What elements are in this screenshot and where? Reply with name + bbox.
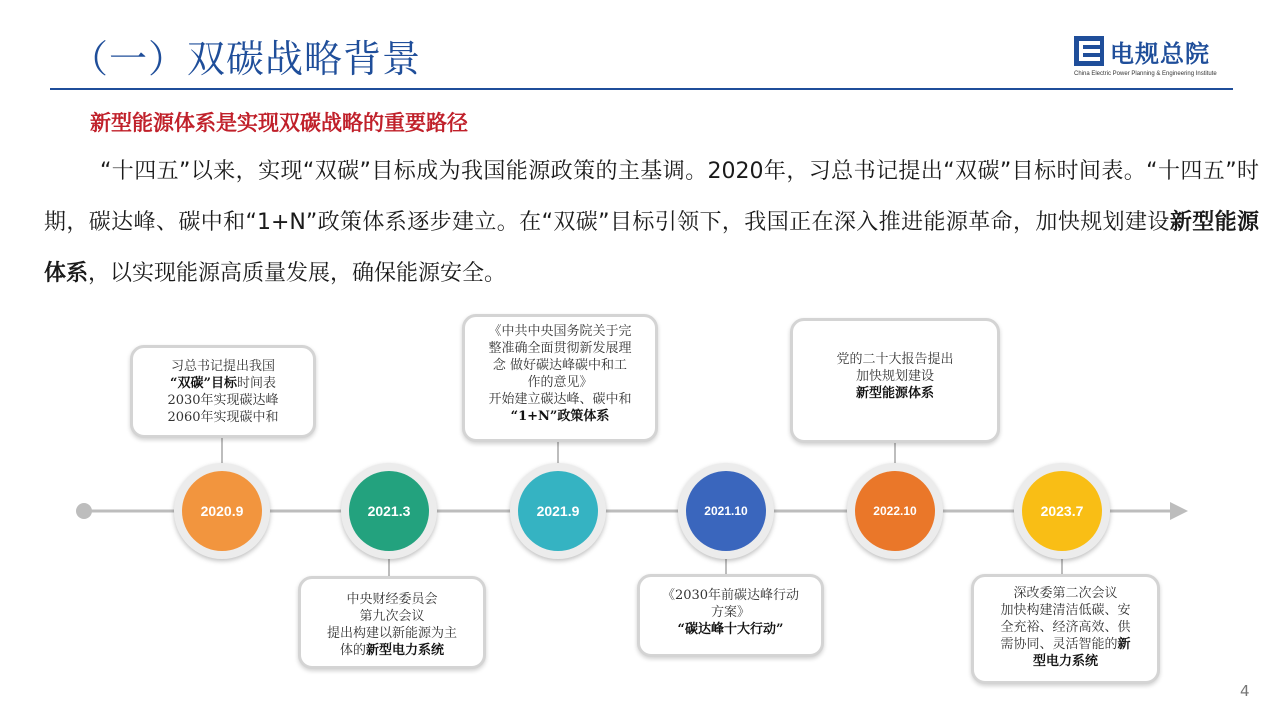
logo-name: 电规总院 [1110, 40, 1210, 68]
card-line [465, 323, 655, 340]
card-text: 全充裕、经济高效、供 [1000, 620, 1131, 635]
card-line [133, 392, 313, 409]
card-line [640, 587, 821, 604]
card-text: 《2030年前碳达峰行动 [661, 588, 800, 603]
card-highlight-text: “碳达峰十大行动” [677, 622, 784, 637]
timeline-event-card [971, 574, 1160, 684]
card-text: 提出构建以新能源为主 [326, 626, 457, 641]
timeline-event-card [462, 314, 658, 442]
timeline-arrow-head [1170, 502, 1188, 520]
card-line [793, 351, 997, 368]
timeline-node [174, 463, 270, 559]
paragraph-highlight: 新型能源体系 [44, 210, 1259, 286]
timeline-node [510, 463, 606, 559]
card-text: 中央财经委员会 [346, 592, 438, 607]
card-text: 《中共中央国务院关于完 [488, 324, 632, 339]
slide-title: （一）双碳战略背景 [70, 37, 422, 81]
card-line [793, 368, 997, 385]
card-line [974, 653, 1157, 670]
timeline-date: 2023.7 [1022, 471, 1102, 551]
card-text: 念 做好碳达峰碳中和工 [492, 358, 628, 373]
card-text: 第九次会议 [359, 609, 425, 624]
timeline-start-dot [76, 503, 92, 519]
card-highlight-text: “1+N”政策体系 [510, 409, 610, 424]
card-text: 开始建立碳达峰、碳中和 [488, 392, 632, 407]
timeline-node [1014, 463, 1110, 559]
logo-english-name: China Electric Power Planning & Engineering Institute [1074, 71, 1217, 77]
card-line [133, 409, 313, 426]
card-text: 党的二十大报告提出 [836, 352, 954, 367]
page-number: 4 [1240, 682, 1250, 700]
card-text: 方案》 [710, 605, 750, 620]
card-highlight-text: 新型能源体系 [855, 386, 934, 401]
card-line [133, 358, 313, 375]
card-highlight-text: 新型电力系统 [366, 643, 445, 658]
card-highlight-text: “双碳”目标 [170, 376, 237, 391]
card-line [301, 642, 483, 659]
card-text: 体的 [339, 643, 366, 658]
card-line [465, 357, 655, 374]
timeline-event-card [637, 574, 824, 657]
card-line [793, 385, 997, 402]
paragraph-text-1: “十四五”以来，实现“双碳”目标成为我国能源政策的主基调。2020年，习总书记提出“双碳”目标时间表。“十四五”时期，碳达峰、碳中和“1+N”政策体系逐步建立。在“双碳”目标引领下，我国正在深入推进能源革命，加快规划建设 [44, 159, 1259, 235]
timeline-event-card [130, 345, 316, 438]
card-line [974, 602, 1157, 619]
card-text: 2060年实现碳中和 [167, 410, 279, 425]
timeline-date: 2022.10 [855, 471, 935, 551]
card-text: 作的意见》 [527, 375, 593, 390]
card-line [301, 608, 483, 625]
card-line [301, 591, 483, 608]
timeline-date: 2021.9 [518, 471, 598, 551]
card-text: 加快规划建设 [855, 369, 934, 384]
timeline-event-card [790, 318, 1000, 443]
card-line [465, 340, 655, 357]
card-line [974, 585, 1157, 602]
card-line [640, 621, 821, 638]
timeline-date: 2020.9 [182, 471, 262, 551]
card-highlight-text: 型电力系统 [1032, 654, 1098, 669]
section-subtitle: 新型能源体系是实现双碳战略的重要路径 [90, 111, 468, 135]
card-line [133, 375, 313, 392]
timeline-date: 2021.10 [686, 471, 766, 551]
card-line [974, 619, 1157, 636]
timeline-node [847, 463, 943, 559]
card-text: 2030年实现碳达峰 [167, 393, 279, 408]
card-line [640, 604, 821, 621]
card-text: 深改委第二次会议 [1013, 586, 1118, 601]
timeline-date: 2021.3 [349, 471, 429, 551]
card-text: 习总书记提出我国 [170, 359, 275, 374]
paragraph-text-2: ，以实现能源高质量发展，确保能源安全。 [88, 261, 507, 286]
card-line [974, 636, 1157, 653]
timeline-node [678, 463, 774, 559]
card-text: 加快构建清洁低碳、安 [1000, 603, 1131, 618]
card-line [465, 391, 655, 408]
card-text: 需协同、灵活智能的 [1000, 637, 1118, 652]
card-line [301, 625, 483, 642]
card-line [465, 374, 655, 391]
card-text: 时间表 [236, 376, 276, 391]
card-highlight-text: 新 [1117, 637, 1131, 652]
timeline-event-card [298, 576, 486, 669]
card-text: 整准确全面贯彻新发展理 [488, 341, 632, 356]
card-line [465, 408, 655, 425]
timeline-node [341, 463, 437, 559]
